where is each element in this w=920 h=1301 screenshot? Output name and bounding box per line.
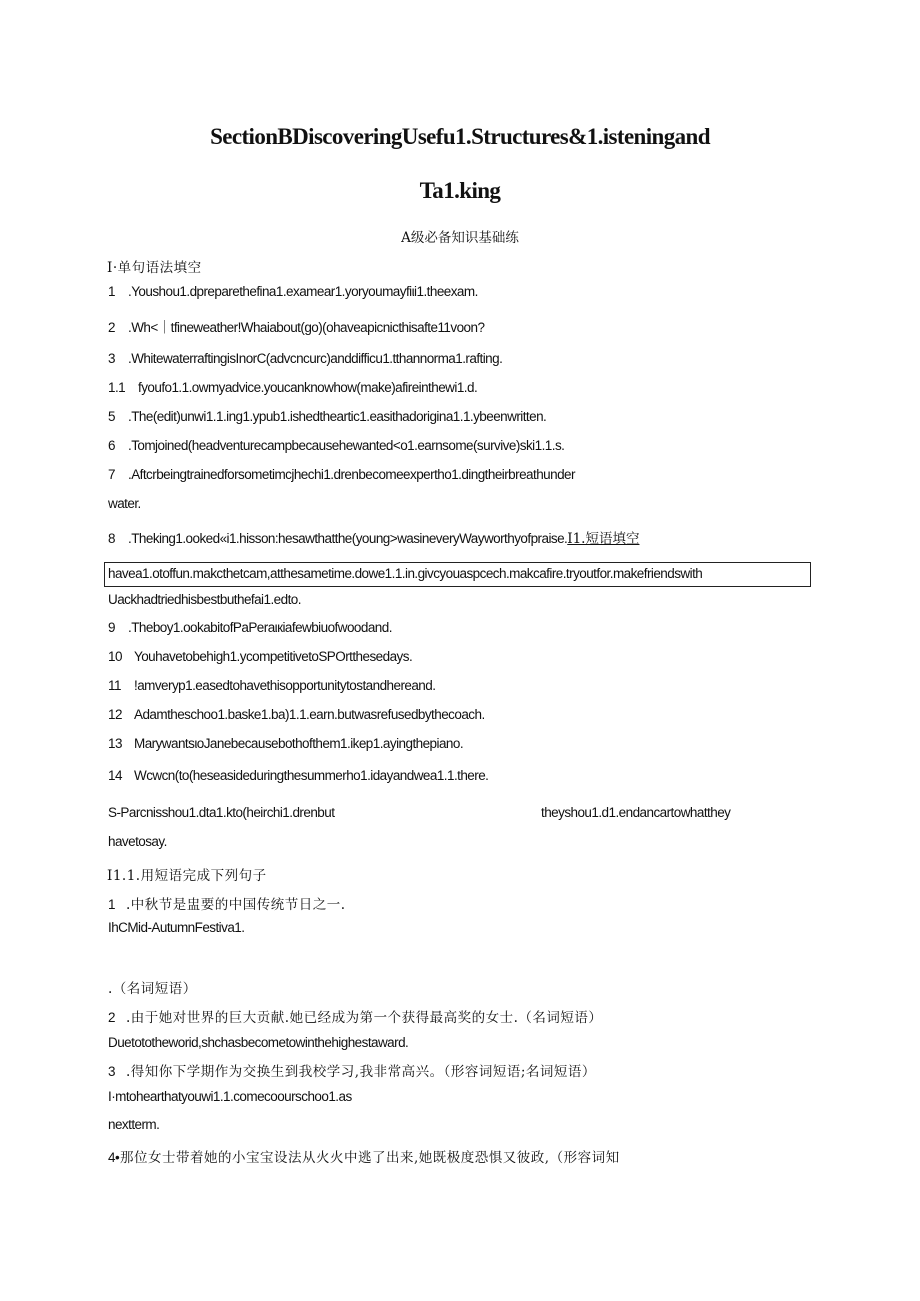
item-number: 11 xyxy=(108,678,121,693)
question-1 xyxy=(108,893,346,914)
item-number: 9 xyxy=(108,620,115,635)
question-en: IhCMid-AutumnFestiva1. xyxy=(108,920,245,935)
list-item xyxy=(108,380,477,395)
list-item xyxy=(108,527,639,547)
list-item xyxy=(108,316,484,336)
section2-heading: I1.短语填空 xyxy=(567,531,640,547)
item-number: 5 xyxy=(108,409,115,424)
item-number: 13 xyxy=(108,736,122,751)
item-number: 1 xyxy=(108,897,115,912)
list-item xyxy=(108,678,435,693)
item-text: fyoufo1.1.owmyadvice.youcanknowhow(make)afireinthewi1.d. xyxy=(138,380,478,395)
page-subtitle: A级必备知识基础练 xyxy=(401,230,519,246)
list-item xyxy=(108,438,564,453)
list-item xyxy=(108,768,488,783)
question-note: .（名词短语） xyxy=(108,981,197,997)
list-item-15-right: theyshou1.d1.endancartowhatthey xyxy=(541,805,731,820)
item-text: MarywantsιoJanebecausebothofthem1.ikep1.ayingthepiano. xyxy=(134,736,464,751)
item-number: 1 xyxy=(108,284,115,299)
section3-heading: I1.1.用短语完成下列句子 xyxy=(107,868,267,884)
list-item: Uackhadtriedhisbestbuthefai1.edto. xyxy=(108,592,301,607)
list-item xyxy=(108,284,478,299)
question-en: I·mtohearthatyouwi1.1.comecoourschoo1.as xyxy=(108,1089,352,1104)
section1-heading: I·单句语法填空 xyxy=(107,260,202,276)
item-text: .WhitewaterraftingisInorC(advcncurc)anddifficu1.tthannorma1.rafting. xyxy=(128,351,503,366)
list-item-continuation: water. xyxy=(108,496,141,511)
question-en: Duetototheworid,shchasbecometowinthehighestaward. xyxy=(108,1035,409,1050)
item-number: 10 xyxy=(108,649,122,664)
item-text: .Tomjoined(headventurecampbecausehewanted<o1.earnsome(survive)ski1.1.s. xyxy=(128,438,565,453)
list-item-15-left: S-Parcnisshou1.dta1.kto(heirchi1.drenbut xyxy=(108,805,335,820)
item-text: .Wh<｜tfineweather!Whaiabout(go)(ohaveapicnicthisafte11voon? xyxy=(128,320,485,335)
item-number: 3 xyxy=(108,351,115,366)
item-text: .Theking1.ooked«i1.hisson:hesawthatthe(young>wasineveryWayworthyofpraise. xyxy=(128,531,568,546)
item-text: !amveryp1.easedtohavethisopportunitytostandhereand. xyxy=(134,678,436,693)
list-item xyxy=(108,707,485,722)
list-item xyxy=(108,736,463,751)
list-item xyxy=(108,620,392,635)
item-number: 4• xyxy=(108,1150,120,1165)
page-title-continued: Ta1.king xyxy=(419,178,501,203)
question-cn: .中秋节是盅要的中国传统节日之一. xyxy=(126,897,346,913)
item-number: 6 xyxy=(108,438,115,453)
list-item xyxy=(108,409,546,424)
item-number: 2 xyxy=(108,320,115,335)
item-number: 2 xyxy=(108,1010,115,1025)
item-text: .Youshou1.dpreparethefina1.examear1.yoryoumayfiιi1.theexam. xyxy=(128,284,478,299)
question-cn: .由于她对世界的巨大贡献.她已经成为第一个获得最高奖的女士.（名词短语） xyxy=(126,1010,603,1026)
list-item xyxy=(108,649,412,664)
question-cn: .得知你下学期作为交换生到我校学习,我非常高兴。（形容词短语;名词短语） xyxy=(126,1064,596,1080)
item-text: .Theboy1.ookabitofPaPeraιкiafewbiuofwoodand. xyxy=(128,620,392,635)
question-en-continued: nextterm. xyxy=(108,1117,160,1132)
page-title: SectionBDiscoveringUsefu1.Structures&1.isteningand xyxy=(210,124,710,149)
item-text: Adamtheschoo1.baske1.ba)1.1.earn.butwasrefusedbythecoach. xyxy=(134,707,485,722)
question-cn: 那位女士带着她的小宝宝设法从火火中逃了出来,她既极度恐惧又彼政,（形容词知 xyxy=(120,1150,620,1166)
list-item-continuation: havetosay. xyxy=(108,834,167,849)
question-3 xyxy=(108,1060,596,1081)
question-4 xyxy=(108,1146,620,1167)
item-text: Wcwcn(to(heseasideduringthesummerho1.idayandwea1.1.there. xyxy=(134,768,489,783)
question-2 xyxy=(108,1006,602,1027)
item-number: 3 xyxy=(108,1064,115,1079)
item-text: .The(edit)unwi1.1.ing1.ypub1.ishedtheartic1.easithadorigina1.1.ybeenwritten. xyxy=(128,409,547,424)
item-number: 14 xyxy=(108,768,122,783)
phrase-box xyxy=(104,562,811,587)
item-number: 7 xyxy=(108,467,115,482)
item-text: Youhavetobehigh1.ycompetitivetoSPOrtthesedays. xyxy=(134,649,413,664)
item-number: 12 xyxy=(108,707,122,722)
list-item xyxy=(108,351,502,366)
item-text: .Aftcrbeingtrainedforsometimcjhechi1.drenbecomeexpertho1.dingtheirbreathunder xyxy=(128,467,575,482)
item-number: 1.1 xyxy=(108,380,126,395)
phrase-list: havea1.otoffun.makcthetcam,atthesametime.dowe1.1.in.givcyouaspcech.makcafire.tryoutfor.makefriendswith xyxy=(108,566,703,581)
item-number: 8 xyxy=(108,531,115,546)
list-item xyxy=(108,467,575,482)
